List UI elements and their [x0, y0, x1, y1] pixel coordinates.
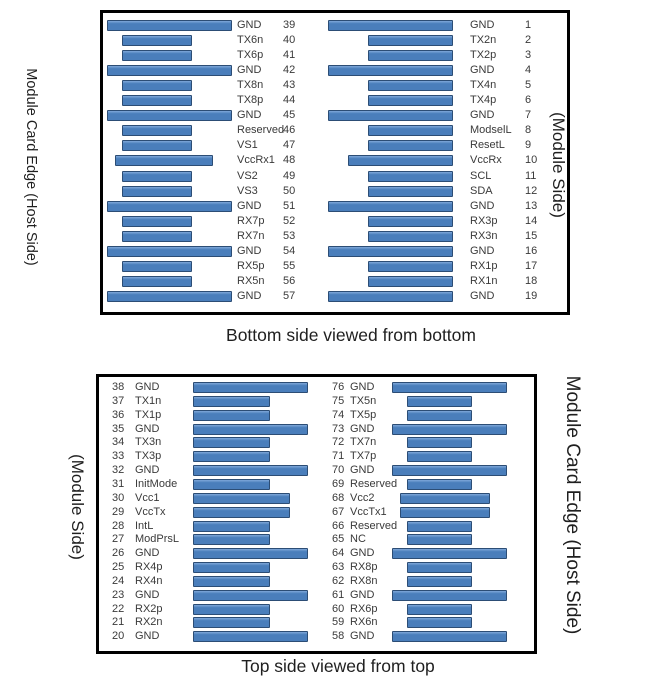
pin-pad-bar: [107, 110, 232, 121]
pin-name: TX1n: [135, 394, 162, 407]
pin-pad-bar: [328, 20, 453, 31]
pin-number: 42: [283, 64, 296, 77]
pin-name: RX3n: [470, 229, 498, 242]
pin-name: GND: [470, 199, 495, 212]
pin-name: RX1n: [470, 274, 498, 287]
pin-name: GND: [470, 64, 495, 77]
pin-name: TX5p: [350, 408, 377, 421]
pin-number: 4: [525, 64, 532, 77]
pin-pad-bar: [407, 479, 472, 490]
pin-pad-bar: [122, 261, 192, 272]
pin-pad-bar: [193, 465, 308, 476]
pin-name: ModPrsL: [135, 533, 180, 546]
pin-pad-bar: [193, 631, 308, 642]
pin-name: GND: [237, 19, 262, 31]
pin-pad-bar: [392, 590, 507, 601]
pin-pad-bar: [193, 493, 290, 504]
pin-pad-bar: [193, 562, 270, 573]
pin-number: 76: [332, 381, 345, 393]
pin-name: VccTx: [135, 505, 166, 518]
pin-number: 8: [525, 124, 532, 137]
pin-name: Reserved: [237, 124, 285, 137]
pin-number: 58: [332, 630, 345, 643]
pin-name: RX4n: [135, 574, 163, 587]
pin-name: TX7n: [350, 436, 377, 449]
pin-pad-bar: [392, 424, 507, 435]
pin-name: GND: [470, 289, 495, 302]
pin-pad-bar: [328, 201, 453, 212]
pin-number: 11: [525, 169, 537, 182]
pin-name: TX2p: [470, 49, 497, 62]
pin-number: 12: [525, 184, 538, 197]
pin-name: SDA: [470, 184, 493, 197]
pin-pad-bar: [407, 604, 472, 615]
pin-name: NC: [350, 533, 366, 546]
pin-number: 20: [112, 630, 125, 643]
pin-number: 74: [332, 408, 345, 421]
pin-pad-bar: [368, 80, 453, 91]
pin-number: 28: [112, 519, 125, 532]
pin-name: TX7p: [350, 450, 377, 463]
pin-pad-bar: [193, 396, 270, 407]
pin-pad-bar: [407, 534, 472, 545]
pin-pad-bar: [400, 507, 490, 518]
pin-name: Reserved: [350, 519, 398, 532]
pin-name: Vcc1: [135, 491, 160, 504]
pin-number: 22: [112, 602, 125, 615]
pin-name: GND: [470, 109, 495, 122]
pin-name: GND: [135, 381, 160, 393]
pin-pad-bar: [193, 382, 308, 393]
pin-pad-bar: [348, 155, 453, 166]
pin-pad-bar: [368, 125, 453, 136]
top-view-right-side-label: Module Card Edge (Host Side): [562, 375, 583, 635]
pin-name: GND: [237, 109, 262, 122]
pin-number: 6: [525, 94, 532, 107]
pin-number: 1: [525, 19, 532, 31]
pin-number: 38: [112, 381, 125, 393]
pin-pad-bar: [122, 171, 192, 182]
pin-number: 73: [332, 422, 345, 435]
pin-name: TX4p: [470, 94, 497, 107]
pin-number: 52: [283, 214, 296, 227]
pin-pad-bar: [122, 186, 192, 197]
pin-pad-bar: [407, 410, 472, 421]
pin-pad-bar: [368, 35, 453, 46]
pin-name: VS2: [237, 169, 258, 182]
pin-name: InitMode: [135, 477, 178, 490]
pin-number: 54: [283, 244, 296, 257]
pin-name: TX5n: [350, 394, 377, 407]
pin-number: 18: [525, 274, 538, 287]
pin-number: 34: [112, 436, 125, 449]
pin-number: 21: [112, 616, 125, 629]
pin-number: 48: [283, 154, 296, 167]
pin-pad-bar: [368, 261, 453, 272]
pin-number: 75: [332, 394, 345, 407]
pin-number: 7: [525, 109, 532, 122]
pin-name: RX2n: [135, 616, 163, 629]
pin-pad-bar: [107, 291, 232, 302]
pin-name: GND: [470, 19, 495, 31]
bottom-view-left-side-label: Module Card Edge (Host Side): [23, 68, 39, 266]
pin-number: 71: [332, 450, 345, 463]
pin-pad-bar: [193, 507, 290, 518]
pin-pad-bar: [392, 631, 507, 642]
pin-name: GND: [350, 588, 375, 601]
pin-pad-bar: [407, 617, 472, 628]
pin-number: 14: [525, 214, 538, 227]
pin-pad-bar: [368, 216, 453, 227]
pin-name: RX2p: [135, 602, 163, 615]
pin-pad-bar: [407, 437, 472, 448]
pin-pad-bar: [328, 291, 453, 302]
pin-number: 53: [283, 229, 296, 242]
pin-number: 25: [112, 561, 125, 574]
pin-number: 27: [112, 533, 125, 546]
pin-name: RX8n: [350, 574, 378, 587]
pin-pad-bar: [193, 437, 270, 448]
pin-name: GND: [135, 588, 160, 601]
pin-number: 29: [112, 505, 125, 518]
pin-pad-bar: [407, 562, 472, 573]
pin-number: 23: [112, 588, 125, 601]
pin-name: VccRx: [470, 154, 502, 167]
pin-pad-bar: [122, 50, 192, 61]
pin-number: 60: [332, 602, 345, 615]
pin-pad-bar: [368, 140, 453, 151]
pin-name: RX3p: [470, 214, 498, 227]
pin-name: GND: [350, 464, 375, 477]
pin-number: 30: [112, 491, 125, 504]
pin-pad-bar: [407, 396, 472, 407]
pin-number: 43: [283, 79, 296, 92]
pin-name: TX6p: [237, 49, 264, 62]
pin-pad-bar: [407, 576, 472, 587]
pin-pad-bar: [368, 50, 453, 61]
pin-name: VccRx1: [237, 154, 275, 167]
pin-pad-bar: [407, 521, 472, 532]
pin-pad-bar: [193, 424, 308, 435]
pin-pad-bar: [193, 521, 270, 532]
pin-name: SCL: [470, 169, 492, 182]
pin-name: TX2n: [470, 34, 497, 47]
pin-name: IntL: [135, 519, 154, 532]
pin-pad-bar: [107, 246, 232, 257]
pin-name: GND: [237, 64, 262, 77]
pin-number: 24: [112, 574, 125, 587]
pin-pad-bar: [368, 186, 453, 197]
pin-pad-bar: [122, 125, 192, 136]
pin-name: GND: [135, 547, 160, 560]
pin-number: 37: [112, 394, 125, 407]
pin-pad-bar: [368, 231, 453, 242]
pin-pad-bar: [392, 548, 507, 559]
pin-pad-bar: [400, 493, 490, 504]
pin-pad-bar: [193, 410, 270, 421]
pin-pad-bar: [122, 276, 192, 287]
pin-number: 66: [332, 519, 345, 532]
pin-number: 70: [332, 464, 345, 477]
pin-pad-bar: [122, 216, 192, 227]
pin-number: 19: [525, 289, 538, 302]
pin-pad-bar: [368, 95, 453, 106]
pin-name: VS3: [237, 184, 258, 197]
pin-number: 17: [525, 259, 538, 272]
pin-number: 16: [525, 244, 538, 257]
pin-number: 39: [283, 19, 296, 31]
pin-name: RX8p: [350, 561, 378, 574]
pin-name: RX5n: [237, 274, 265, 287]
pin-name: Vcc2: [350, 491, 375, 504]
pin-pad-bar: [193, 617, 270, 628]
pin-name: GND: [237, 199, 262, 212]
pin-number: 62: [332, 574, 345, 587]
pin-name: GND: [237, 289, 262, 302]
pin-name: GND: [237, 244, 262, 257]
pin-number: 69: [332, 477, 345, 490]
pin-number: 63: [332, 561, 345, 574]
pin-number: 9: [525, 139, 532, 152]
bottom-view-right-side-label: (Module Side): [549, 112, 568, 218]
pin-name: TX8p: [237, 94, 264, 107]
pin-number: 10: [525, 154, 538, 167]
pin-number: 68: [332, 491, 345, 504]
pin-number: 36: [112, 408, 125, 421]
pin-number: 26: [112, 547, 125, 560]
pin-name: GND: [135, 630, 160, 643]
pin-pad-bar: [115, 155, 213, 166]
pin-name: GND: [135, 422, 160, 435]
pin-number: 31: [112, 477, 125, 490]
pin-pad-bar: [193, 479, 270, 490]
pin-name: GND: [350, 381, 375, 393]
pin-pad-bar: [193, 590, 308, 601]
pin-pad-bar: [193, 534, 270, 545]
pin-number: 33: [112, 450, 125, 463]
pin-name: VS1: [237, 139, 258, 152]
pin-number: 61: [332, 588, 345, 601]
pin-pad-bar: [328, 110, 453, 121]
pin-pad-bar: [107, 65, 232, 76]
pin-number: 46: [283, 124, 296, 137]
pin-name: GND: [135, 464, 160, 477]
pin-number: 57: [283, 289, 296, 302]
pin-pad-bar: [328, 65, 453, 76]
pin-pad-bar: [122, 35, 192, 46]
pin-name: GND: [470, 244, 495, 257]
pin-name: Reserved: [350, 477, 398, 490]
pin-pad-bar: [368, 276, 453, 287]
pin-name: GND: [350, 547, 375, 560]
pin-pad-bar: [193, 604, 270, 615]
top-view-left-side-label: (Module Side): [68, 454, 87, 560]
pin-pad-bar: [392, 465, 507, 476]
pin-name: GND: [350, 630, 375, 643]
pin-name: TX3n: [135, 436, 162, 449]
pin-number: 13: [525, 199, 538, 212]
pin-pad-bar: [193, 451, 270, 462]
pin-pad-bar: [122, 140, 192, 151]
pin-number: 65: [332, 533, 345, 546]
pin-name: GND: [350, 422, 375, 435]
pin-name: TX8n: [237, 79, 264, 92]
pin-number: 15: [525, 229, 538, 242]
pin-name: RX7p: [237, 214, 265, 227]
pin-name: RX5p: [237, 259, 265, 272]
pin-pad-bar: [407, 451, 472, 462]
pin-name: RX1p: [470, 259, 498, 272]
pin-number: 45: [283, 109, 296, 122]
pin-number: 44: [283, 94, 296, 107]
pin-number: 32: [112, 464, 125, 477]
pin-pad-bar: [328, 246, 453, 257]
pin-number: 64: [332, 547, 345, 560]
pin-number: 47: [283, 139, 296, 152]
pin-number: 5: [525, 79, 532, 92]
pin-name: ModselL: [470, 124, 512, 137]
pin-name: RX4p: [135, 561, 163, 574]
pin-name: RX6n: [350, 616, 378, 629]
pin-name: TX6n: [237, 34, 264, 47]
pin-number: 3: [525, 49, 532, 62]
pin-name: RX7n: [237, 229, 265, 242]
pin-number: 72: [332, 436, 345, 449]
pin-name: ResetL: [470, 139, 505, 152]
pin-number: 50: [283, 184, 296, 197]
pin-number: 49: [283, 169, 296, 182]
pin-number: 55: [283, 259, 296, 272]
bottom-view-caption: Bottom side viewed from bottom: [226, 325, 476, 345]
pin-number: 2: [525, 34, 532, 47]
pin-pad-bar: [368, 171, 453, 182]
pin-number: 56: [283, 274, 296, 287]
top-view-caption: Top side viewed from top: [241, 656, 435, 676]
pin-name: VccTx1: [350, 505, 387, 518]
pin-name: TX3p: [135, 450, 162, 463]
pin-number: 40: [283, 34, 296, 47]
pin-pad-bar: [122, 231, 192, 242]
pin-pad-bar: [193, 548, 308, 559]
pin-number: 59: [332, 616, 345, 629]
pin-name: TX4n: [470, 79, 497, 92]
pin-number: 41: [283, 49, 296, 62]
pin-pad-bar: [122, 95, 192, 106]
pin-number: 67: [332, 505, 345, 518]
pin-pad-bar: [122, 80, 192, 91]
pin-name: TX1p: [135, 408, 162, 421]
pin-name: RX6p: [350, 602, 378, 615]
pin-pad-bar: [107, 201, 232, 212]
pin-number: 35: [112, 422, 125, 435]
pin-pad-bar: [107, 20, 232, 31]
pin-pad-bar: [392, 382, 507, 393]
pin-pad-bar: [193, 576, 270, 587]
pin-number: 51: [283, 199, 296, 212]
